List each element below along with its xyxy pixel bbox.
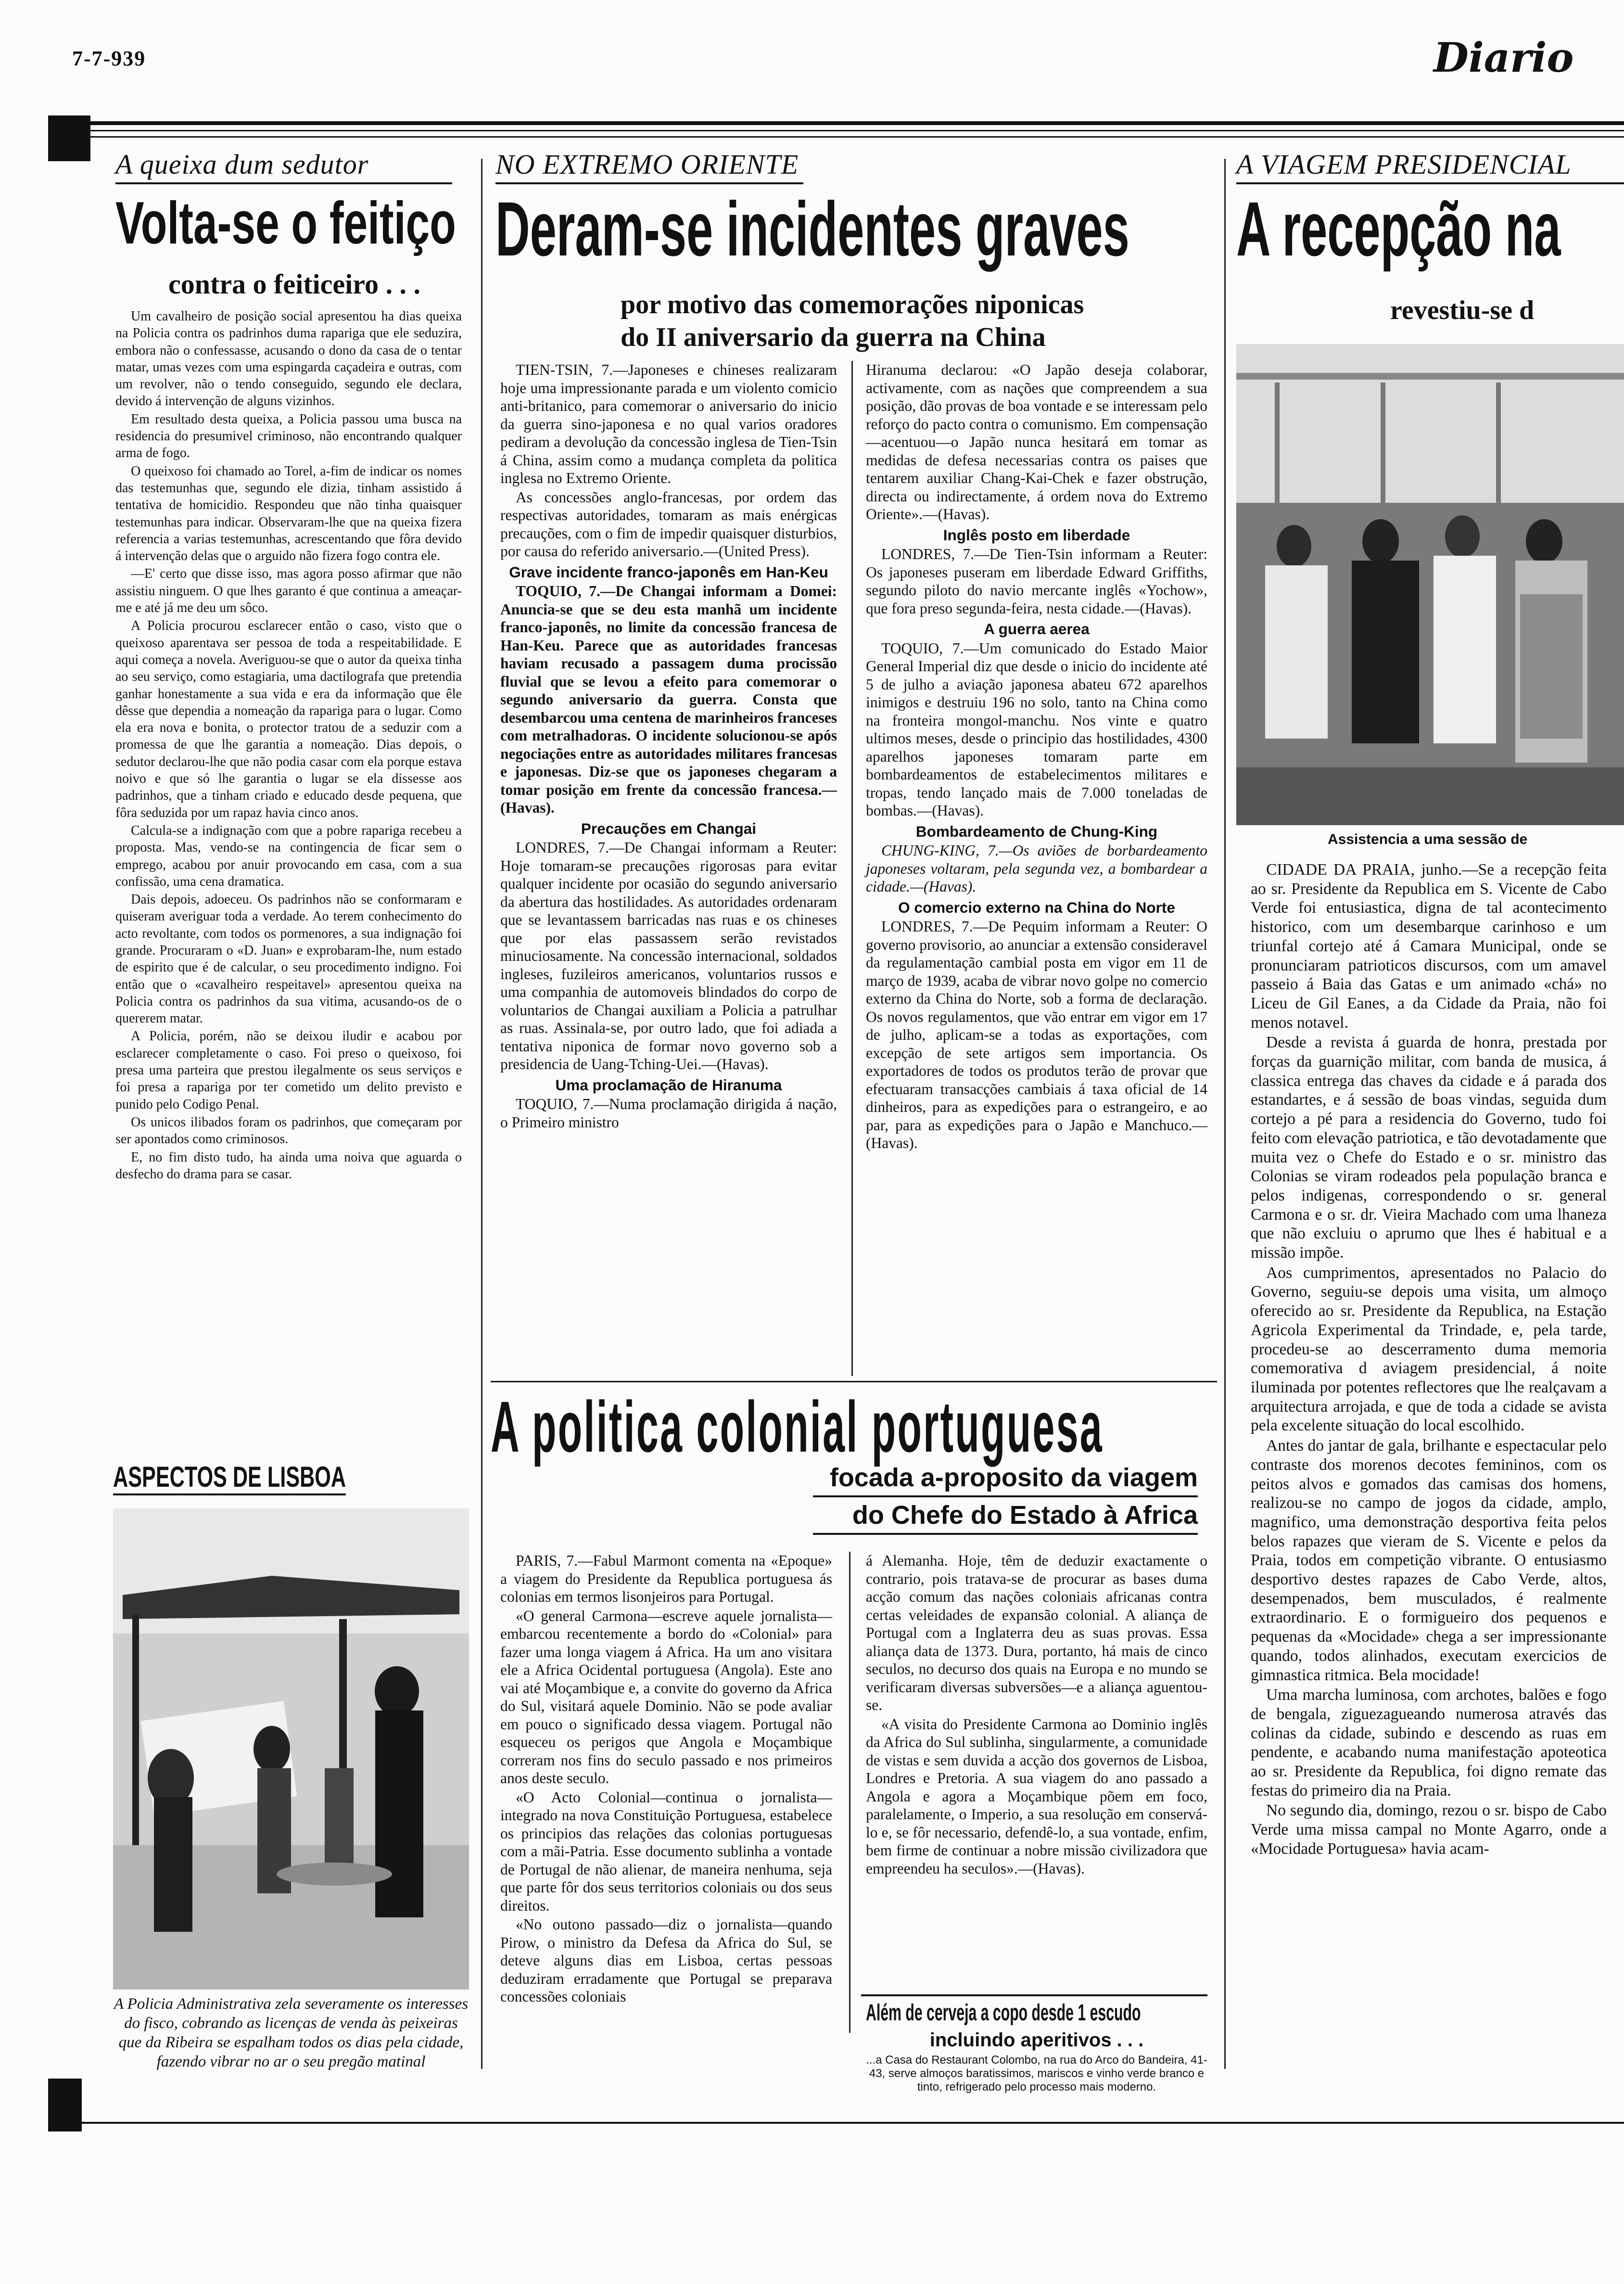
aspectos-lisboa-title: ASPECTOS DE LISBOA xyxy=(113,1463,346,1495)
col1-paragraph: E, no fim disto tudo, ha ainda uma noiva que aguarda o desfecho do drama para se casar. xyxy=(115,1149,462,1182)
col2-kicker: NO EXTREMO ORIENTE xyxy=(495,148,803,184)
col2-paragraph: LONDRES, 7.—De Tien-Tsin informam a Reuter: Os japoneses puseram em liberdade Edward Griffiths, segundo piloto do navio mercante inglês «Yochow», que fora preso segunda-feira, nesta cidade.—(Havas). xyxy=(866,546,1207,617)
col1-headline: Volta-se o feitiço xyxy=(115,190,456,256)
subhead-hiranuma: Uma proclamação de Hiranuma xyxy=(555,1076,782,1094)
column-rule-mid xyxy=(851,361,853,1376)
colonial-right-article xyxy=(866,1552,1207,1878)
column-rule-2 xyxy=(1224,159,1226,2069)
col1-paragraph: O queixoso foi chamado ao Torel, a-fim de indicar os nomes das testemunhas que, segundo ele dizia, tinham assistido á tentativa de homicidio. Respondeu que não tinha quaisquer testemunhas para indicar. Observaram-lhe que na queixa fizera referencia a varias testemunhas, acrescentando que fôra devido á intervenção delas que o arguido não fizera fogo contra ele. xyxy=(115,463,462,564)
colonial-subhead-1: focada a-proposito da viagem xyxy=(813,1463,1198,1497)
col2-paragraph: As concessões anglo-francesas, por ordem das respectivas autoridades, tomaram as mais enérgicas precauções, com o fim de impedir quaisquer disturbios, por causa do referido aniversario.—(United Press). xyxy=(500,488,837,560)
lisboa-photo xyxy=(113,1508,469,1990)
col1-kicker: A queixa dum sedutor xyxy=(115,148,452,184)
col2-paragraph: TOQUIO, 7.—De Changai informam a Domei: Anuncia-se que se deu esta manhã um incidente franco-japonês, no limite da concessão francesa de Han-Keu. Parece que as autoridades francesas haviam recusado a passagem duma procissão fluvial que se levou a efeito para comemorar o segundo aniversario da guerra. Consta que desembarcou uma centena de marinheiros franceses com metralhadoras. O incidente solucionou-se após negociações entre as autoridades militares francesas e japonesas. Diz-se que os japoneses chegaram a tomar posição em frente da concessão francesa.—(Havas). xyxy=(500,583,837,816)
assistencia-photo-caption: Assistencia a uma sessão de xyxy=(1328,831,1528,847)
lisboa-photo-caption: A Policia Administrativa zela severamente os interesses do fisco, cobrando as licenças de venda às peixeiras que da Ribeira se espalham todos os dias pela cidade, fazendo vibrar no ar o seu pregão matinal xyxy=(114,1995,469,2070)
col1-paragraph: A Policia procurou esclarecer então o caso, visto que o queixoso aparentava ser pessoa de toda a respeitabilidade. E aqui começa a novela. Averiguou-se que o autor da queixa tinha ao seu serviço, como estagiaria, uma dactilografa que pretendia ganhar honestamente a sua vida e era da informação que êle dêsse que dependia a nomeação da rapariga para o lugar. Como ela era nova e bonita, o protector tratou de a seduzir com a promessa de que lhe garantia a nomeação. Dias depois, o sedutor declarou-lhe que não podia casar com ela porque estava noivo e que só lhe garantia o lugar se ela dissesse aos padrinhos, que a tinham criado e educado desde pequena, que fôra seduzida por um rapaz havia cinco anos. xyxy=(115,618,462,820)
col1-paragraph: A Policia, porém, não se deixou iludir e acabou por esclarecer completamente o caso. Foi preso o queixoso, foi presa uma parteira que prestou ilegalmente os seus serviços e foi presa a rapariga por ter cometido um delito previsto e punido pelo Codigo Penal. xyxy=(115,1029,462,1112)
col3-headline: A recepção na xyxy=(1236,186,1561,272)
subhead-ingles: Inglês posto em liberdade xyxy=(943,526,1130,544)
col3-paragraph: Desde a revista á guarda de honra, prestada por forças da guarnição militar, com banda de musica, á classica entrega das chaves da cidade e á parada dos estandartes, e á sessão de boas vindas, seguida dum cortejo a pé para a residencia do Governo, tudo foi feito com elevação patriotica, e tão devotadamente que muita vez o Chefe do Estado e o sr. ministro das Colonias se viram rodeados pela população branca e pelos indigenas, correspondendo o sr. general Carmona e o sr. dr. Vieira Machado com uma lhaneza que não excluiu o aprumo que lhes é habitual e a missão impõe. xyxy=(1251,1034,1607,1262)
col2-subhead-2: do II aniversario da guerra na China xyxy=(621,322,1046,352)
colonial-paragraph: «No outono passado—diz o jornalista—quando Pirow, o ministro da Defesa da Africa do Sul, se deteve alguns dias em Lisboa, certas pessoas deduziram erradamente que Portugal se preparava concessões coloniais xyxy=(500,1916,832,2005)
col1-paragraph: —E' certo que disse isso, mas agora posso afirmar que não assistiu ninguem. O que lhes garanto é que continua a ameaçar-me e até já me deu um sôco. xyxy=(115,566,462,616)
col1-paragraph: Um cavalheiro de posição social apresentou ha dias queixa na Policia contra os padrinhos duma rapariga que ele seduzira, embora não o confessasse, acusando o dono da casa de o tentar matar, umas vezes com uma espingarda caçadeira e outras, com um revolver, não o tendo conseguido, segundo ele declara, devido á intervenção de alguns vizinhos. xyxy=(115,309,462,409)
col1-paragraph: Os unicos ilibados foram os padrinhos, que começaram por ser apontados como criminosos. xyxy=(115,1114,462,1147)
col3-paragraph: Aos cumprimentos, apresentados no Palacio do Governo, seguiu-se depois uma visita, um almoço oferecido ao sr. Presidente da Republica, na Estação Agricola Experimental da Trindade, e, pela tarde, procedeu-se ao descerramento duma memoria comemorativa d aviagem presidencial, á noite iluminada por potentes reflectores que lhe realçavam a arquitectura arrojada, e que de toda a cidade se avista pela excelente situação do local escolhido. xyxy=(1251,1263,1607,1435)
colonial-paragraph: «A visita do Presidente Carmona ao Dominio inglês da Africa do Sul sublinha, singularmente, a comunidade de vistas e sem duvida a acção dos governos de Lisboa, Londres e Pretoria. A sua viagem do ano passado a Angola e agora a Moçambique põem em foco, paralelamente, o Imperio, a sua resolução em conservá-lo e, se fôr necessario, defendê-lo, a sua vontade, enfim, bem firme de continuar a nobre missão civilizadora que empreendeu ha seculos».—(Havas). xyxy=(866,1715,1207,1877)
subhead-comercio: O comercio externo na China do Norte xyxy=(898,898,1175,916)
col3-subhead: revestiu-se d xyxy=(1390,295,1535,325)
colonial-paragraph: «O Acto Colonial—continua o jornalista—integrado na nova Constituição Portuguesa, estabelece os principios das relações das colonias portuguesas com a mãi-Patria. Esse documento sublinha a vontade de Portugal de não alienar, de maneira nenhuma, seja que parte fôr dos seus territorios coloniais ou dos seus direitos. xyxy=(500,1788,832,1914)
ad-text: ...a Casa do Restaurant Colombo, na rua do Arco do Bandeira, 41-43, serve almoços baratissimos, mariscos e vinho verde branco e tinto, refrigerado pelo processo mais moderno. xyxy=(866,2054,1207,2093)
ad-rule xyxy=(861,1994,1207,1996)
col3-kicker: A VIAGEM PRESIDENCIAL xyxy=(1236,148,1624,184)
col1-subhead: contra o feiticeiro . . . xyxy=(168,268,420,300)
colonial-subhead-2: do Chefe do Estado à Africa xyxy=(813,1500,1198,1535)
col2-paragraph: Hiranuma declarou: «O Japão deseja colaborar, activamente, com as nações que compreendem a sua posição, dão provas de boa vontade e se interessam pelo reforço do pacto contra o comunismo. Em compensação—acentuou—o Japão nunca hesitará em tomar as medidas de defesa necessarias contra os paises que tentarem auxiliar Chang-Kai-Chek e fazer obstrução, directa ou indirectamente, á ordem nova do Extremo Oriente».—(Havas). xyxy=(866,361,1207,523)
subhead-hankeu: Grave incidente franco-japonês em Han-Keu xyxy=(509,563,828,581)
col3-article xyxy=(1251,860,1607,1860)
col1-paragraph: Calcula-se a indignação com que a pobre rapariga recebeu a proposta. Mas, vendo-se na contingencia de ficar sem o emprego, acabou por anuir provocando em casa, com a sua confissão, uma cena dramatica. xyxy=(115,823,462,889)
subhead-guerra: A guerra aerea xyxy=(984,620,1090,638)
col2-right-article xyxy=(866,361,1207,1153)
footer-rule xyxy=(48,2122,1624,2124)
col2-paragraph: CHUNG-KING, 7.—Os aviões de borbardeamento japoneses voltaram, pela segunda vez, a bombardear a cidade.—(Havas). xyxy=(866,842,1207,895)
col1-article xyxy=(115,308,462,1184)
col2-paragraph: LONDRES, 7.—De Pequim informam a Reuter: O governo provisorio, ao anunciar a extensão consideravel da regulamentação cambial posta em vigor em 11 de março de 1939, acaba de vibrar novo golpe no comercio externo da China do Norte, sob a forma de declaração. Os novos regulamentos, que vão entrar em vigor em 17 de julho, aplicam-se a todas as exportações, com excepção de sete artigos sem importancia. Os exportadores de todos os produtos terão de provar que efectuaram transacções cambiais á taxa oficial de 14 dinheiros, para as expedições para o estrangeiro, e ao par, para as expedições para o Japão e Manchuco.—(Havas). xyxy=(866,918,1207,1151)
ad-title: Além de cerveja a copo desde 1 escudo xyxy=(866,2000,1141,2026)
col2-subhead-1: por motivo das comemorações niponicas xyxy=(621,290,1084,319)
col2-left-article xyxy=(500,361,837,1132)
masthead-rule-thin-2 xyxy=(48,136,1624,138)
section-rule xyxy=(491,1381,1217,1382)
column-rule-colonial xyxy=(849,1552,850,2033)
column-rule-1 xyxy=(481,159,482,2069)
col1-paragraph: Dais depois, adoeceu. Os padrinhos não se conformaram e quiseram averiguar toda a verdade. Ao terem conhecimento do acto revoltante, com todos os pormenores, a sua indignação foi grande. Procuraram o «D. Juan» e exprobaram-lhe, num estado de espirito que é de calcular, o seu procedimento indigno. Foi então que o «cavalheiro respeitavel» apresentou queixa na Policia contra os padrinhos da sua vitima, acusando-os de o quererem matar. xyxy=(115,892,462,1026)
subhead-chungking: Bombardeamento de Chung-King xyxy=(915,822,1158,840)
colonial-headline: A politica colonial portuguesa xyxy=(491,1386,1104,1467)
col2-paragraph: TOQUIO, 7.—Um comunicado do Estado Maior General Imperial diz que desde o inicio do incidente até 5 de julho a aviação japonesa abateu 672 aparelhos inimigos e destruiu 196 no solo, tanto na China como na fronteira mongol-manchu. Nos vinte e quatro ultimos meses, desde o principio das hostilidades, 4300 aparelhos japoneses tomaram parte em bombardeamentos de estabelecimentos militares e tropas, tendo lançado mais de 7.000 toneladas de bombas.—(Havas). xyxy=(866,639,1207,819)
col2-headline: Deram-se incidentes graves xyxy=(495,186,1129,272)
newspaper-title: Diario xyxy=(1434,34,1574,81)
colonial-paragraph: PARIS, 7.—Fabul Marmont comenta na «Epoque» a viagem do Presidente da Republica portuguesa ás colonias em termos lisonjeiros para Portugal. xyxy=(500,1552,832,1605)
col2-paragraph: TIEN-TSIN, 7.—Japoneses e chineses realizaram hoje uma impressionante parada e um violento comicio anti-britanico, para comemorar o aniversario do inicio da guerra sino-japonesa e no qual varios oradores pediram a devolução da concessão inglesa de Tien-Tsin á China, assim como a mudança completa da politica inglesa no Extremo Oriente. xyxy=(500,361,837,486)
colonial-paragraph: á Alemanha. Hoje, têm de deduzir exactamente o contrario, pois tratava-se de procurar as bases duma acção comum das nações coloniais africanas contra certas veleidades de expansão colonial. A aliança de Portugal com a Inglaterra deu as suas provas. Essa aliança data de 1373. Dura, portanto, há mais de cinco seculos, no decurso dos quais na Europa e no mundo se verificaram diversas subversões—e a aliança aguentou-se. xyxy=(866,1552,1207,1713)
issue-date: 7-7-939 xyxy=(72,47,146,70)
subhead-changai: Precauções em Changai xyxy=(581,819,757,837)
assistencia-photo xyxy=(1236,344,1624,825)
col2-paragraph: LONDRES, 7.—De Changai informam a Reuter: Hoje tomaram-se precauções rigorosas para evitar qualquer incidente por ocasião do segundo aniversario da abertura das hostilidades. As autoridades ordenaram que se levantassem barricadas nas ruas e os chineses que por elas passassem serão revistados minuciosamente. Na concessão internacional, soldados ingleses, fuzileiros americanos, voluntarios russos e uma companhia de automoveis blindados do corpo de voluntarios de Changai auxiliam a Policia a patrulhar as ruas. Assinala-se, por outro lado, que foi adiada a tentativa niponica de formar novo governo sob a presidencia de Uang-Tching-Uei.—(Havas). xyxy=(500,839,837,1072)
colonial-paragraph: «O general Carmona—escreve aquele jornalista—embarcou recentemente a bordo do «Colonial» para fazer uma longa viagem á Africa. Ha um ano visitara ele a Africa Ocidental portuguesa (Angola). Este ano vai até Moçambique e, a convite do governo da Africa do Sul, visitará aquele Dominio. Não se pode avaliar em pouco o significado dessa viagem. Portugal não esqueceu os perigos que Angola e Moçambique correram nos fins do seculo passado e nos primeiros anos deste seculo. xyxy=(500,1607,832,1786)
col3-paragraph: No segundo dia, domingo, rezou o sr. bispo de Cabo Verde uma missa campal no Monte Agarro, onde a «Mocidade Portuguesa» havia acam- xyxy=(1251,1801,1607,1858)
col3-paragraph: Antes do jantar de gala, brilhante e espectacular pelo contraste dos morenos decotes femininos, com os peitos alvos e gomados das camisas dos homens, realizou-se no campo de jogos da cidade, amplo, magnifico, uma demonstração desportiva feita pelos belos rapazes que vieram de S. Vicente e pelos da Praia, todos em competição vibrante. O entusiasmo desportivo destes rapazes de Cabo Verde, altos, desempenados, bem musculados, é realmente extraordinario. E o formigueiro dos pequenos e pequenas da «Mocidade» chega a ser impressionante quando, todos alinhados, executam exercicios de gimnastica ritmica. Bela mocidade! xyxy=(1251,1437,1607,1684)
binding-mark-top xyxy=(48,115,90,161)
colonial-left-article xyxy=(500,1552,832,2007)
col1-paragraph: Em resultado desta queixa, a Policia passou uma busca na residencia do presumivel criminoso, não encontrando qualquer arma de fogo. xyxy=(115,411,462,461)
masthead-rule-thick xyxy=(48,121,1624,125)
col3-paragraph: CIDADE DA PRAIA, junho.—Se a recepção feita ao sr. Presidente da Republica em S. Vicente de Cabo Verde foi entusiastica, digna de tal acontecimento historico, com um desembarque carinhoso e um triunfal cortejo até á Camara Municipal, onde se pronunciaram patrioticos discursos, com um amavel passeio á Baia das Gatas e um animado «chá» no Liceu de Gil Eanes, a da Cidade da Praia, não foi menos notavel. xyxy=(1251,861,1607,1032)
masthead-rule-thin xyxy=(48,130,1624,131)
col2-paragraph: TOQUIO, 7.—Numa proclamação dirigida á nação, o Primeiro ministro xyxy=(500,1096,837,1131)
ad-subtitle: incluindo aperitivos . . . xyxy=(929,2029,1144,2051)
col3-paragraph: Uma marcha luminosa, com archotes, balões e fogo de bengala, ziguezagueando numerosa através das colinas da cidade, subindo e descendo as ruas em pendente, e acabando numa manifestação apoteotica ao sr. Presidente da Republica, foi digno remate das festas do primeiro dia na Praia. xyxy=(1251,1686,1607,1799)
